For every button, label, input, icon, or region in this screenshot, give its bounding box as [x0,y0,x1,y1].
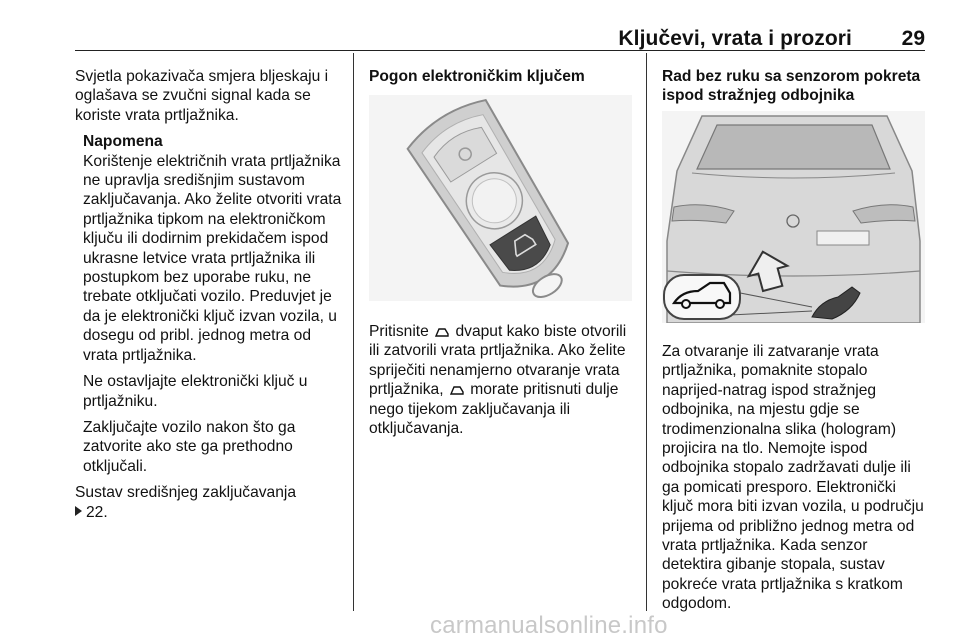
instruction-part-c: morate pritisnuti dulje nego tijekom zaključavanja ili otključavanja. [369,381,619,438]
column-3 [662,67,928,106]
tailgate-key-icon [450,384,464,396]
note-text: Korištenje električnih vrata prtljažnika ne upravlja središnjim sustavom zaključavanja. Ako želite otvoriti vrata prtljažnika tipkom na elektroničkom ključu ili dodirnim prekidačem ispod ukrasne letvice vrata prtljažnika ili postupkom bez uporabe ruku, ne trebate otključati vozilo. Preduvjet je da je elektronički ključ izvan vozila, u dosegu od pribl. jednog metra od vrata prtljažnika. [83,152,342,364]
page-title: Ključevi, vrata i prozori [618,27,852,50]
instruction-part-a: Pritisnite [369,323,429,340]
tailgate-key-icon [435,326,449,338]
rear-bumper-sensor-illustration [662,111,925,323]
central-locking-paragraph [75,483,347,522]
column-2-body [369,322,635,438]
reference-arrow-icon [75,506,82,516]
column-2 [369,67,635,86]
note-heading: Napomena [83,133,163,151]
page-reference[interactable]: 22. [86,503,108,521]
intro-paragraph: Svjetla pokazivača smjera bljeskaju i oglašava se zvučni signal kada se koriste vrata prtljažnika. [75,68,329,124]
column-divider-1 [353,53,354,611]
electronic-key-illustration [369,95,632,301]
section-heading-electronic-key: Pogon elektroničkim ključem [369,68,585,85]
column-1 [75,67,347,522]
note-key-warning: Ne ostavljajte elektronički ključ u prtljažniku. [83,373,308,410]
central-locking-text: Sustav središnjeg zaključavanja [75,484,297,502]
instruction-part-b: dvaput kako biste otvorili ili zatvorili vrata prtljažnika. Ako želite spriječiti nenamjerno otvaranje vrata prtljažnika, [369,323,627,399]
electronic-key-instructions [369,322,635,438]
column-3-body [662,342,928,614]
column-divider-2 [646,53,647,611]
section-heading-hands-free: Rad bez ruku sa senzorom pokreta ispod stražnjeg odbojnika [662,68,921,105]
hands-free-instructions: Za otvaranje ili zatvaranje vrata prtljažnika, pomaknite stopalo naprijed-natrag ispod stražnjeg odbojnika, na mjestu gdje se trodimenzionalna slika (hologram) projicira na tlo. Nemojte ispod odbojnika stopalo zadržavati dulje ili ga pomicati presporo. Elektronički ključ mora biti izvan vozila, u području prijema od približno jednog metra od vrata prtljažnika. Kada senzor detektira gibanje stopala, sustav pokreće vrata prtljažnika s kratkom odgodom. [662,343,924,613]
page-header [0,0,960,52]
note-lock-advice: Zaključajte vozilo nakon što ga zatvorite ako ste ga prethodno otključali. [83,418,296,475]
header-rule [75,50,925,51]
page-number: 29 [901,27,925,50]
watermark: carmanualsonline.info [430,612,668,639]
